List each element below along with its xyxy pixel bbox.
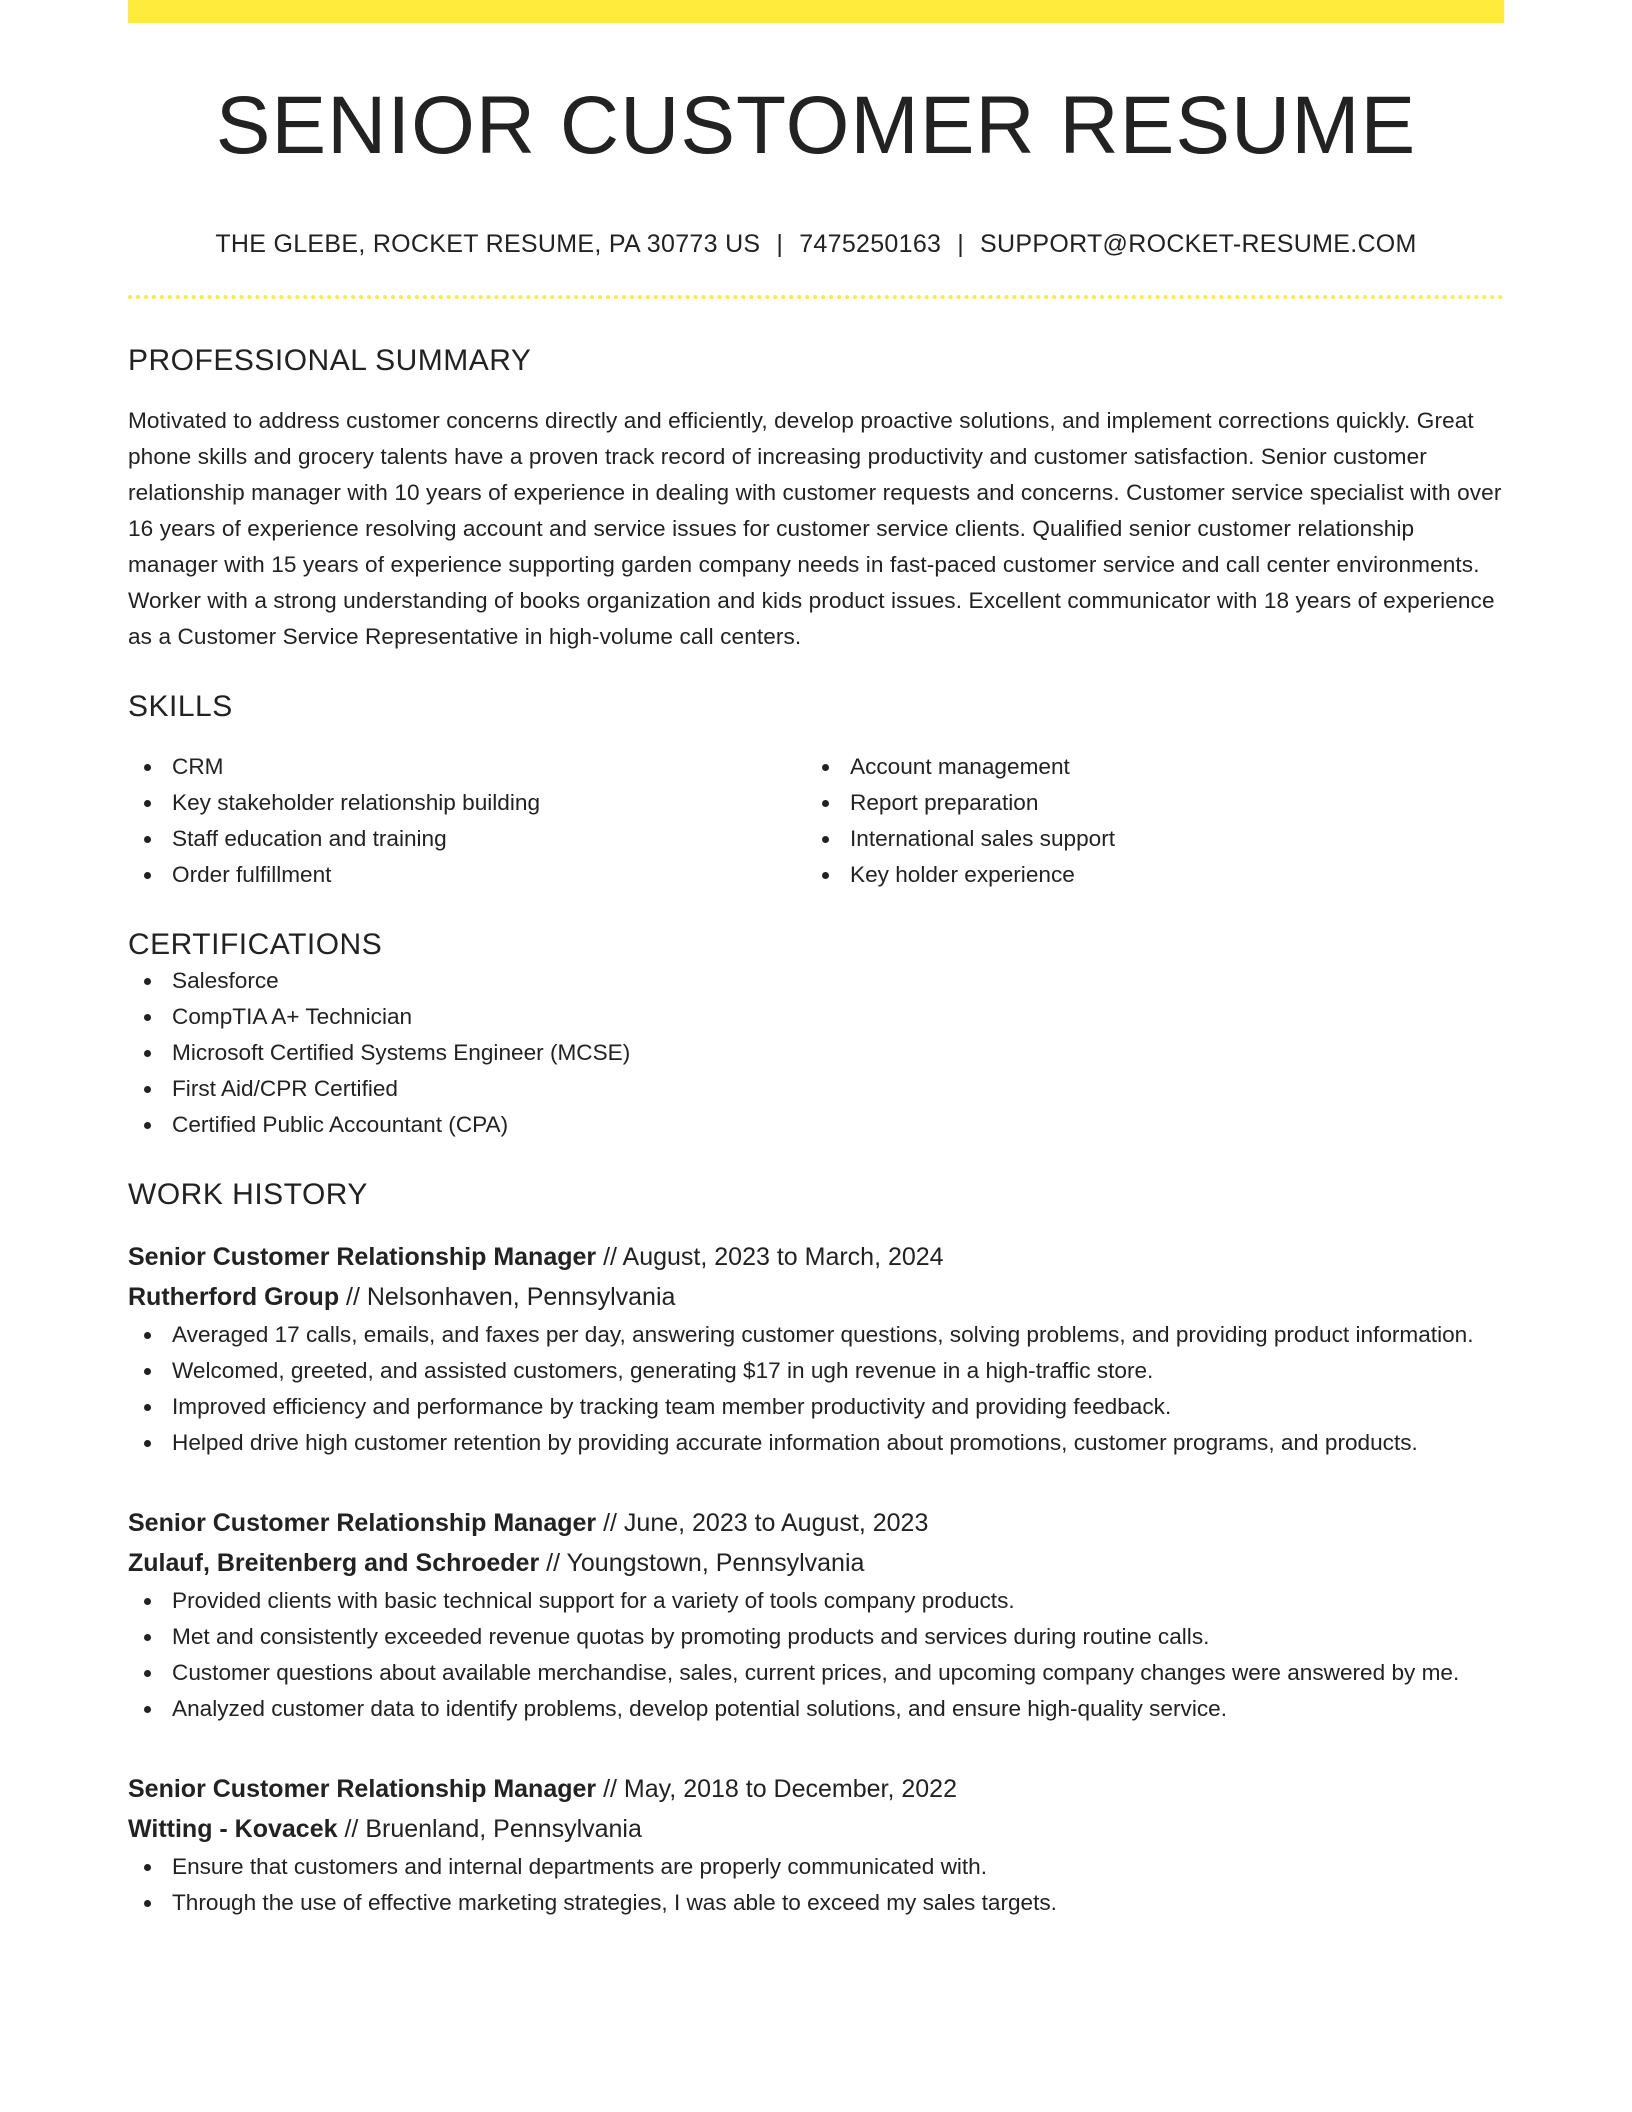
certifications-heading: CERTIFICATIONS	[128, 928, 383, 962]
job-company-line	[128, 1809, 1504, 1849]
job-bullet: Met and consistently exceeded revenue quotas by promoting products and services during routine calls.	[128, 1619, 1504, 1655]
job-role-line	[128, 1237, 1504, 1277]
certification-item: Certified Public Accountant (CPA)	[128, 1107, 1504, 1143]
job-bullet: Analyzed customer data to identify problems, develop potential solutions, and ensure high-quality service.	[128, 1691, 1504, 1727]
job-bullets	[128, 1317, 1504, 1461]
skill-item: International sales support	[806, 821, 1484, 857]
job-role-line	[128, 1769, 1504, 1809]
job-bullets	[128, 1849, 1504, 1921]
summary-heading: PROFESSIONAL SUMMARY	[128, 344, 532, 378]
job-bullet: Averaged 17 calls, emails, and faxes per day, answering customer questions, solving problems, and providing product information.	[128, 1317, 1504, 1353]
skill-item: Staff education and training	[128, 821, 806, 857]
job-bullet: Ensure that customers and internal departments are properly communicated with.	[128, 1849, 1504, 1885]
skill-item: Report preparation	[806, 785, 1484, 821]
skill-item: Key stakeholder relationship building	[128, 785, 806, 821]
certification-item: Microsoft Certified Systems Engineer (MCSE)	[128, 1035, 1504, 1071]
job-bullet: Helped drive high customer retention by providing accurate information about promotions, customer programs, and products.	[128, 1425, 1504, 1461]
job-dates: // June, 2023 to August, 2023	[596, 1509, 929, 1538]
job-role: Senior Customer Relationship Manager	[128, 1509, 597, 1538]
job-company-line	[128, 1543, 1504, 1583]
job-bullet: Improved efficiency and performance by tracking team member productivity and providing feedback.	[128, 1389, 1504, 1425]
contact-email: SUPPORT@ROCKET-RESUME.COM	[980, 230, 1417, 259]
skills-list-left	[128, 749, 806, 893]
certification-item: First Aid/CPR Certified	[128, 1071, 1504, 1107]
resume-page	[128, 0, 1504, 1921]
skills-heading: SKILLS	[128, 690, 233, 724]
contact-separator: |	[776, 230, 784, 259]
job-entry	[128, 1769, 1504, 1921]
job-entry	[128, 1503, 1504, 1727]
job-bullet: Customer questions about available merchandise, sales, current prices, and upcoming company changes were answered by me.	[128, 1655, 1504, 1691]
job-location: // Nelsonhaven, Pennsylvania	[339, 1283, 676, 1312]
resume-title: SENIOR CUSTOMER RESUME	[215, 80, 1417, 171]
skill-item: Account management	[806, 749, 1484, 785]
job-bullet: Through the use of effective marketing strategies, I was able to exceed my sales targets.	[128, 1885, 1504, 1921]
job-company: Rutherford Group	[128, 1283, 340, 1312]
certification-item: CompTIA A+ Technician	[128, 999, 1504, 1035]
contact-phone: 7475250163	[799, 230, 942, 259]
job-company: Zulauf, Breitenberg and Schroeder	[128, 1549, 540, 1578]
job-company: Witting - Kovacek	[128, 1815, 338, 1844]
header-divider	[128, 295, 1504, 299]
contact-address: THE GLEBE, ROCKET RESUME, PA 30773 US	[215, 230, 761, 259]
job-company-line	[128, 1277, 1504, 1317]
skill-item: CRM	[128, 749, 806, 785]
certifications-list	[128, 963, 1504, 1143]
skills-list-right	[806, 749, 1484, 893]
skill-item: Order fulfillment	[128, 857, 806, 893]
job-location: // Youngstown, Pennsylvania	[539, 1549, 865, 1578]
accent-bar	[128, 0, 1504, 23]
job-bullet: Provided clients with basic technical support for a variety of tools company products.	[128, 1583, 1504, 1619]
skills-grid	[128, 749, 1504, 893]
job-dates: // August, 2023 to March, 2024	[596, 1243, 944, 1272]
work-history-heading: WORK HISTORY	[128, 1178, 368, 1212]
contact-separator: |	[957, 230, 965, 259]
job-role: Senior Customer Relationship Manager	[128, 1775, 597, 1804]
skill-item: Key holder experience	[806, 857, 1484, 893]
job-bullets	[128, 1583, 1504, 1727]
certification-item: Salesforce	[128, 963, 1504, 999]
summary-text: Motivated to address customer concerns directly and efficiently, develop proactive solutions, and implement corrections quickly. Great phone skills and grocery talents have a proven track record of increasing productivity and customer satisfaction. Senior customer relationship manager with 10 years of experience in dealing with customer requests and concerns. Customer service specialist with over 16 years of experience resolving account and service issues for customer service clients. Qualified senior customer relationship manager with 15 years of experience supporting garden company needs in fast-paced customer service and call center environments. Worker with a strong understanding of books organization and kids product issues. Excellent communicator with 18 years of experience as a Customer Service Representative in high-volume call centers.	[128, 408, 1502, 650]
job-bullet: Welcomed, greeted, and assisted customers, generating $17 in ugh revenue in a high-traffic store.	[128, 1353, 1504, 1389]
job-entry	[128, 1237, 1504, 1461]
job-role-line	[128, 1503, 1504, 1543]
contact-line	[128, 229, 1504, 259]
job-location: // Bruenland, Pennsylvania	[337, 1815, 642, 1844]
job-dates: // May, 2018 to December, 2022	[596, 1775, 957, 1804]
job-role: Senior Customer Relationship Manager	[128, 1243, 597, 1272]
